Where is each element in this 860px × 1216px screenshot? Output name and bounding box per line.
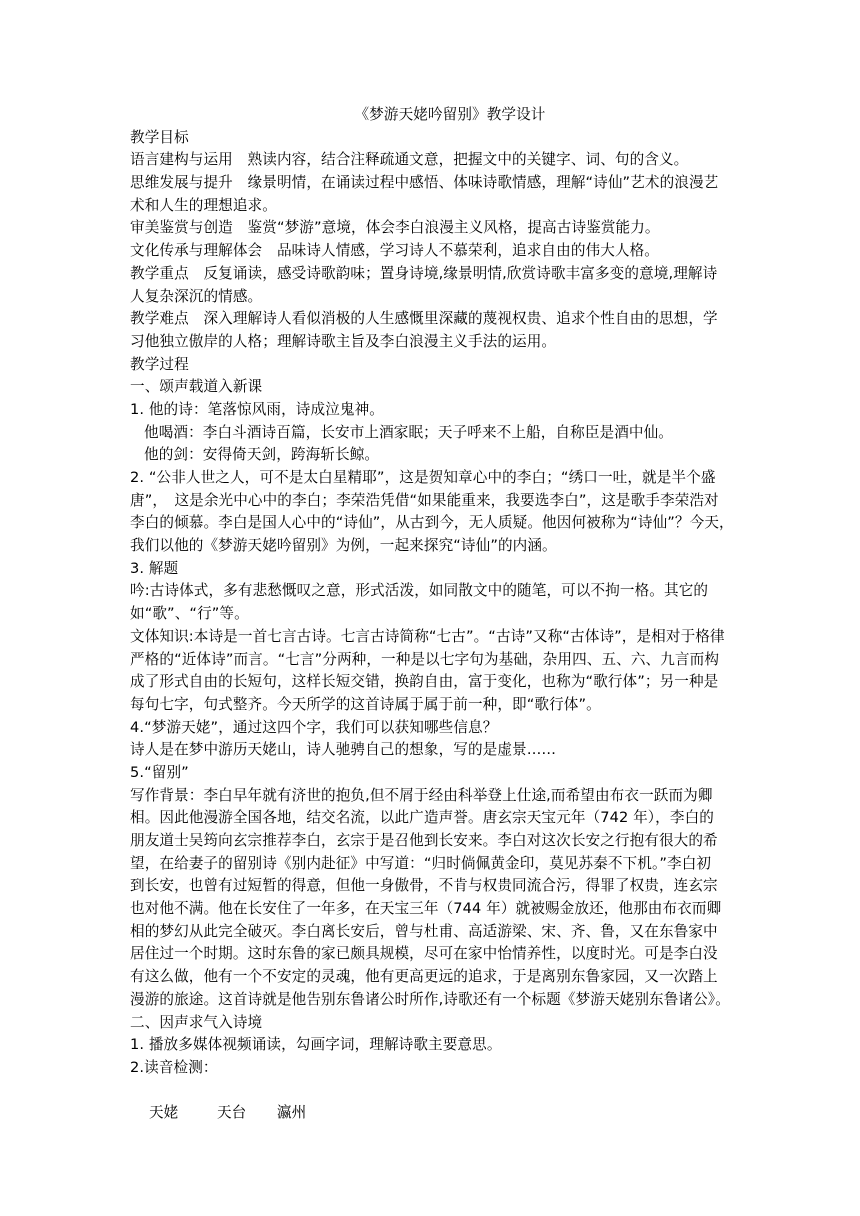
reading-word: 天姥: [148, 1104, 179, 1122]
document-line: 5.“留别”: [130, 763, 189, 781]
document-line: 相。因此他漫游全国各地，结交名流，以此广造声誉。唐玄宗天宝元年（742 年），李白的: [130, 809, 714, 827]
document-line: 如“歌”、“行”等。: [130, 605, 249, 623]
document-line: 他喝酒：李白斗酒诗百篇，长安市上酒家眠；天子呼来不上船，自称臣是酒中仙。: [144, 423, 673, 441]
document-line: 教学重点 反复诵读，感受诗歌韵味；置身诗境,缘景明情,欣赏诗歌丰富多变的意境,理解诗: [130, 264, 718, 282]
document-line: 唐”， 这是余光中心中的李白；李荣浩凭借“如果能重来，我要选李白”，这是歌手李荣浩对: [130, 491, 719, 509]
document-line: 每句七字，句式整齐。今天所学的这首诗属于属于前一种，即“歌行体”。: [130, 695, 601, 713]
document-line: 他的剑：安得倚天剑，跨海斩长鲸。: [144, 446, 380, 464]
document-line: 教学难点 深入理解诗人看似消极的人生感慨里深藏的蔑视权贵、追求个性自由的思想，学: [130, 310, 718, 328]
document-line: 居住过一个时期。这时东鲁的家已颇具规模，尽可在家中怡情养性，以度时光。可是李白没: [130, 945, 718, 963]
document-line: 文体知识:本诗是一首七言古诗。七言古诗简称“七古”。“古诗”又称“古体诗”，是相对于格律: [130, 627, 725, 645]
document-line: 一、颂声载道入新课: [130, 378, 263, 396]
document-line: 文化传承与理解体会 品味诗人情感，学习诗人不慕荣利，追求自由的伟大人格。: [130, 242, 659, 260]
document-line: 术和人生的理想追求。: [130, 196, 277, 214]
document-line: 思维发展与提升 缘景明情，在诵读过程中感悟、体味诗歌情感，理解“诗仙”艺术的浪漫艺: [130, 174, 719, 192]
document-line: 诗人是在梦中游历天姥山，诗人驰骋自己的想象，写的是虚景……: [130, 741, 557, 759]
document-line: 成了形式自由的长短句，这样长短交错，换韵自由，富于变化，也称为“歌行体”；另一种是: [130, 673, 719, 691]
document-line: 教学目标: [130, 128, 189, 146]
document-line: 教学过程: [130, 355, 189, 373]
document-line: 望，在给妻子的留别诗《别内赴征》中写道：“归时倘佩黄金印，莫见苏秦不下机。”李白初: [130, 854, 712, 872]
reading-words-row: [130, 1080, 738, 1122]
document-line: 也对他不满。他在长安住了一年多，在天宝三年（744 年）就被赐金放还，他那由布衣而卿: [130, 900, 722, 918]
document-line: 审美鉴赏与创造 鉴赏“梦游”意境，体会李白浪漫主义风格，提高古诗鉴赏能力。: [130, 219, 660, 237]
document-line: 4.“梦游天姥”，通过这四个字，我们可以获知哪些信息？: [130, 718, 498, 736]
document-line: 1. 他的诗：笔落惊风雨，诗成泣鬼神。: [130, 400, 384, 418]
document-line: 李白的倾慕。李白是国人心中的“诗仙”，从古到今，无人质疑。他因何被称为“诗仙”？今天，: [130, 514, 734, 532]
document-line: 习他独立傲岸的人格；理解诗歌主旨及李白浪漫主义手法的运用。: [130, 332, 557, 350]
document-line: 语言建构与运用 熟读内容，结合注释疏通文意，把握文中的关键字、词、句的含义。: [130, 151, 689, 169]
document-line: 我们以他的《梦游天姥吟留别》为例，一起来探究“诗仙”的内涵。: [130, 537, 557, 555]
document-line: 有这么做，他有一个不安定的灵魂，他有更高更远的追求，于是离别东鲁家园，又一次踏上: [130, 968, 718, 986]
document-line: 2. “公非人世之人，可不是太白星精耶”，这是贺知章心中的李白；“绣口一吐，就是半个盛: [130, 469, 716, 486]
document-line: 二、因声求气入诗境: [130, 1013, 263, 1031]
document-line: 到长安，也曾有过短暂的得意，但他一身傲骨，不肯与权贵同流合污，得罪了权贵，连玄宗: [130, 877, 718, 895]
document-body: [130, 127, 738, 1080]
document-title: 《梦游天姥吟留别》教学设计: [354, 106, 546, 123]
document-line: 朋友道士吴筠向玄宗推荐李白，玄宗于是召他到长安来。李白对这次长安之行抱有很大的希: [130, 832, 718, 849]
document-line: 写作背景：李白早年就有济世的抱负,但不屑于经由科举登上仕途,而希望由布衣一跃而为卿: [130, 786, 713, 804]
document-line: 漫游的旅途。这首诗就是他告别东鲁诸公时所作,诗歌还有一个标题《梦游天姥别东鲁诸公》。: [130, 990, 730, 1008]
document-page: [130, 104, 738, 1122]
document-line: 1. 播放多媒体视频诵读，勾画字词，理解诗歌主要意思。: [130, 1036, 502, 1054]
document-line: 相的梦幻从此完全破灭。李白离长安后，曾与杜甫、高适游梁、宋、齐、鲁，又在东鲁家中: [130, 922, 718, 940]
document-line: 2.读音检测：: [130, 1058, 218, 1076]
document-line: 严格的“近体诗”而言。“七言”分两种，一种是以七字句为基础，杂用四、五、六、九言而构: [130, 650, 720, 668]
reading-word: 瀛州: [276, 1104, 307, 1122]
document-line: 吟:古诗体式，多有悲愁慨叹之意，形式活泼，如同散文中的随笔，可以不拘一格。其它的: [130, 582, 709, 600]
document-line: 3. 解题: [130, 559, 179, 577]
reading-word: 天台: [216, 1104, 247, 1122]
document-line: 人复杂深沉的情感。: [130, 287, 263, 305]
